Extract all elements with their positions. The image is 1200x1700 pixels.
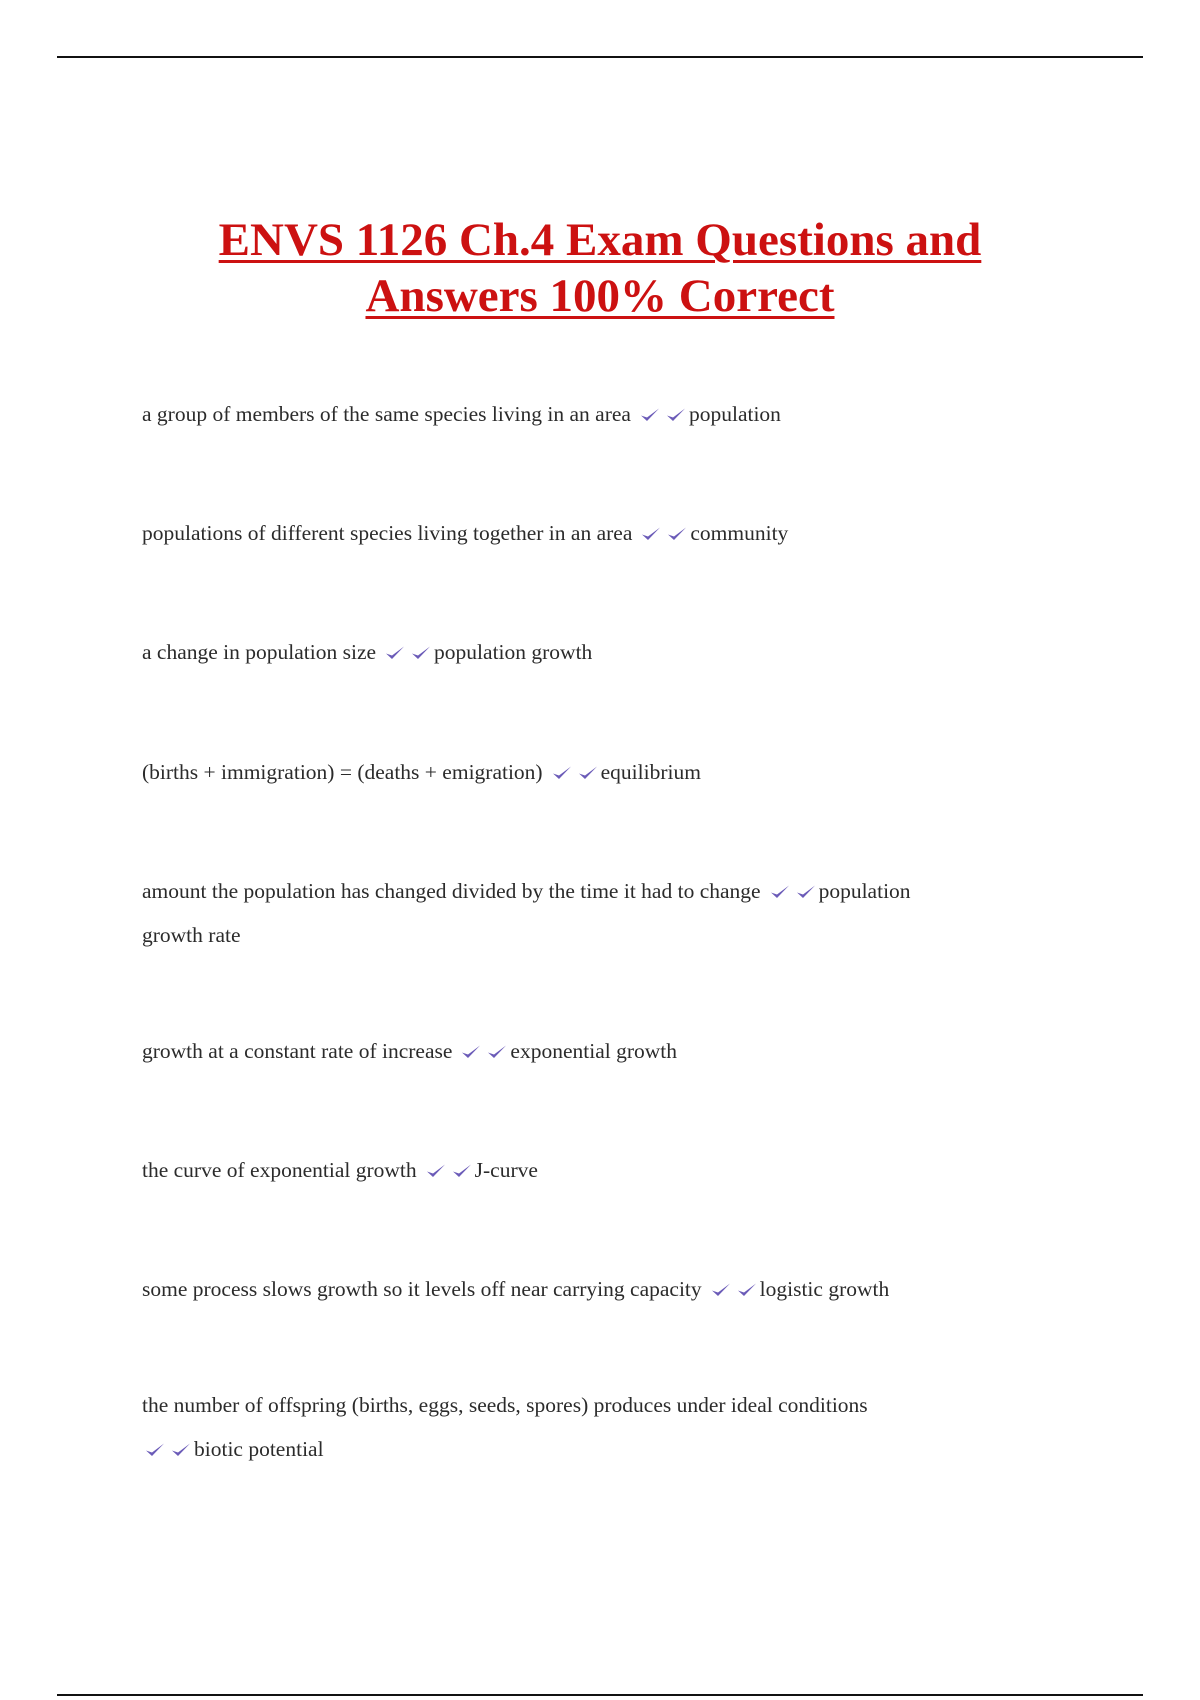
- question-text: growth at a constant rate of increase: [142, 1039, 453, 1063]
- check-icon: [425, 1162, 447, 1180]
- qa-item: [142, 1148, 1022, 1192]
- document-title: [150, 212, 1050, 324]
- check-icon: [640, 525, 662, 543]
- qa-item: [142, 869, 1022, 957]
- qa-item: [142, 1029, 1022, 1073]
- check-icon: [460, 1043, 482, 1061]
- check-icon: [769, 883, 791, 901]
- check-icon: [384, 644, 406, 662]
- top-rule: [57, 56, 1143, 58]
- bottom-rule: [57, 1694, 1143, 1696]
- check-icon: [710, 1281, 732, 1299]
- qa-item: [142, 1267, 1022, 1311]
- answer-text: community: [690, 521, 789, 545]
- qa-item: [142, 750, 1022, 794]
- answer-text: population: [818, 879, 911, 903]
- title-line-1: ENVS 1126 Ch.4 Exam Questions and: [218, 214, 982, 266]
- check-icon: [144, 1441, 166, 1459]
- qa-item: [142, 511, 1022, 555]
- answer-text-continued: growth rate: [142, 923, 241, 947]
- qa-item: [142, 392, 1022, 436]
- question-text: the curve of exponential growth: [142, 1158, 417, 1182]
- question-text: (births + immigration) = (deaths + emigration): [142, 760, 543, 784]
- check-icon: [486, 1043, 508, 1061]
- question-text: populations of different species living together in an area: [142, 521, 633, 545]
- answer-text: J-curve: [474, 1158, 538, 1182]
- check-icon: [795, 883, 817, 901]
- check-icon: [666, 525, 688, 543]
- title-line-2: Answers 100% Correct: [365, 270, 835, 322]
- question-text: some process slows growth so it levels off near carrying capacity: [142, 1277, 702, 1301]
- question-text: a change in population size: [142, 640, 377, 664]
- answer-text: population: [688, 402, 781, 426]
- answer-text: biotic potential: [194, 1437, 324, 1461]
- qa-item: [142, 1383, 1022, 1471]
- check-icon: [551, 764, 573, 782]
- check-icon: [451, 1162, 473, 1180]
- question-text: amount the population has changed divided by the time it had to change: [142, 879, 761, 903]
- question-text: the number of offspring (births, eggs, seeds, spores) produces under ideal conditions: [142, 1393, 868, 1417]
- qa-item: [142, 630, 1022, 674]
- check-icon: [577, 764, 599, 782]
- answer-text: logistic growth: [759, 1277, 890, 1301]
- question-text: a group of members of the same species living in an area: [142, 402, 631, 426]
- answer-text: population growth: [434, 640, 593, 664]
- answer-text: exponential growth: [510, 1039, 678, 1063]
- check-icon: [736, 1281, 758, 1299]
- check-icon: [665, 406, 687, 424]
- answer-text: equilibrium: [600, 760, 701, 784]
- check-icon: [639, 406, 661, 424]
- check-icon: [170, 1441, 192, 1459]
- check-icon: [410, 644, 432, 662]
